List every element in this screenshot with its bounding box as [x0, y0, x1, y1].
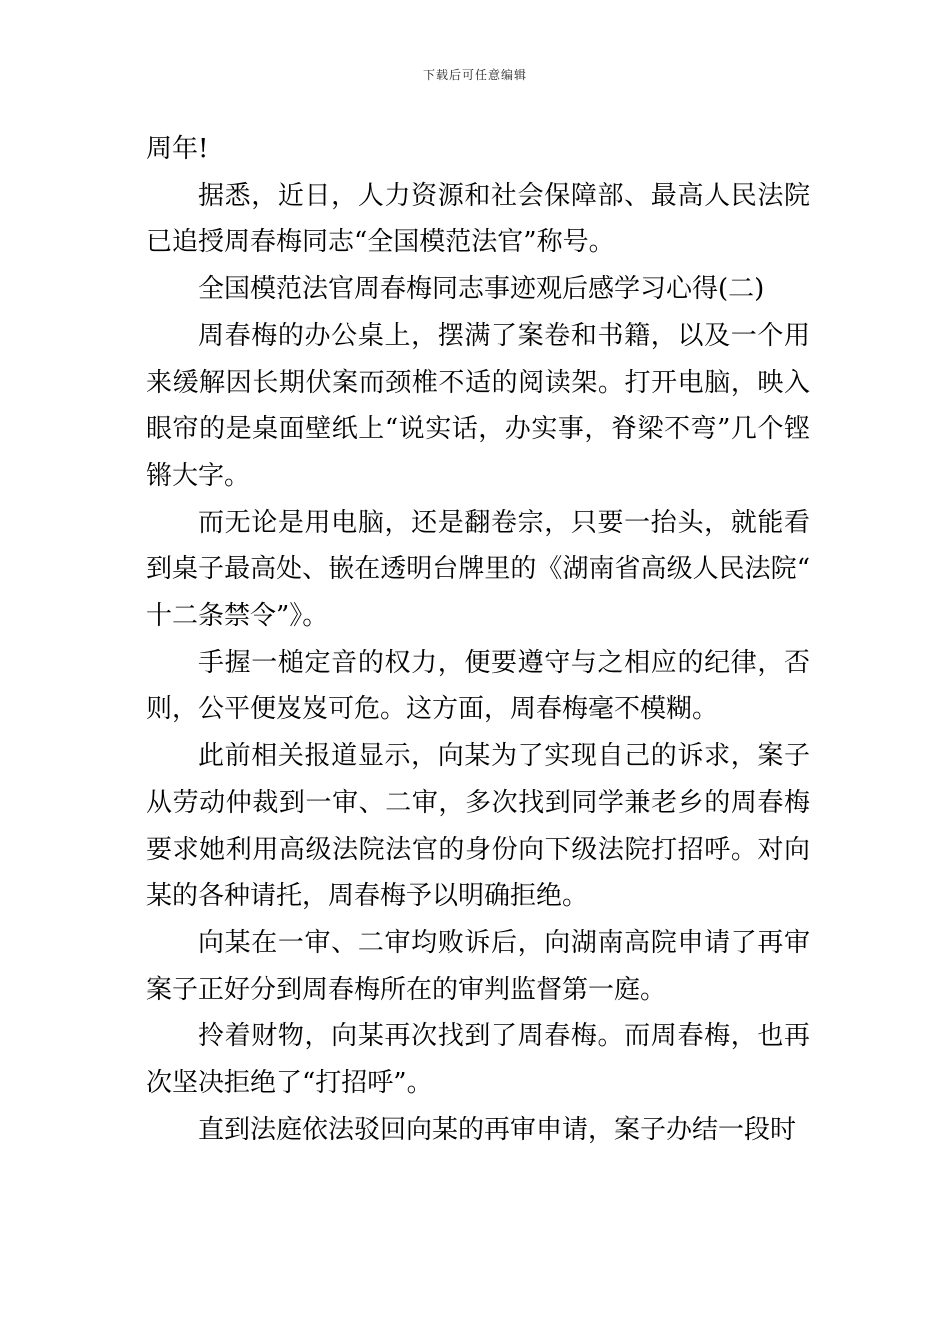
- paragraph: 向某在一审、二审均败诉后，向湖南高院申请了再审案子正好分到周春梅所在的审判监督第一庭。: [146, 927, 810, 1005]
- paragraph: 直到法庭依法驳回向某的再审申请，案子办结一段时: [198, 1114, 797, 1145]
- header-note: 下载后可任意编辑: [422, 68, 527, 82]
- paragraph: 手握一槌定音的权力，便要遵守与之相应的纪律，否则，公平便岌岌可危。这方面，周春梅毫不模糊。: [146, 647, 810, 725]
- paragraph: 据悉，近日，人力资源和社会保障部、最高人民法院已追授周春梅同志“全国模范法官”称号。: [146, 180, 810, 258]
- paragraph: 而无论是用电脑，还是翻卷宗，只要一抬头，就能看到桌子最高处、嵌在透明台牌里的《湖南省高级人民法院“十二条禁令”》。: [146, 507, 810, 632]
- paragraph-continuation: 周年!: [146, 134, 209, 164]
- paragraph: 周春梅的办公桌上，摆满了案卷和书籍，以及一个用来缓解因长期伏案而颈椎不适的阅读架。打开电脑，映入眼帘的是桌面壁纸上“说实话，办实事，脊梁不弯”几个铿锵大字。: [146, 320, 810, 491]
- section-heading: 全国模范法官周春梅同志事迹观后感学习心得(二): [198, 274, 765, 305]
- paragraph: 此前相关报道显示，向某为了实现自己的诉求，案子从劳动仲裁到一审、二审，多次找到同学兼老乡的周春梅要求她利用高级法院法官的身份向下级法院打招呼。对向某的各种请托，周春梅予以明确拒绝。: [146, 741, 810, 912]
- paragraph: 拎着财物，向某再次找到了周春梅。而周春梅，也再次坚决拒绝了“打招呼”。: [146, 1021, 810, 1099]
- document-body: [146, 126, 810, 1153]
